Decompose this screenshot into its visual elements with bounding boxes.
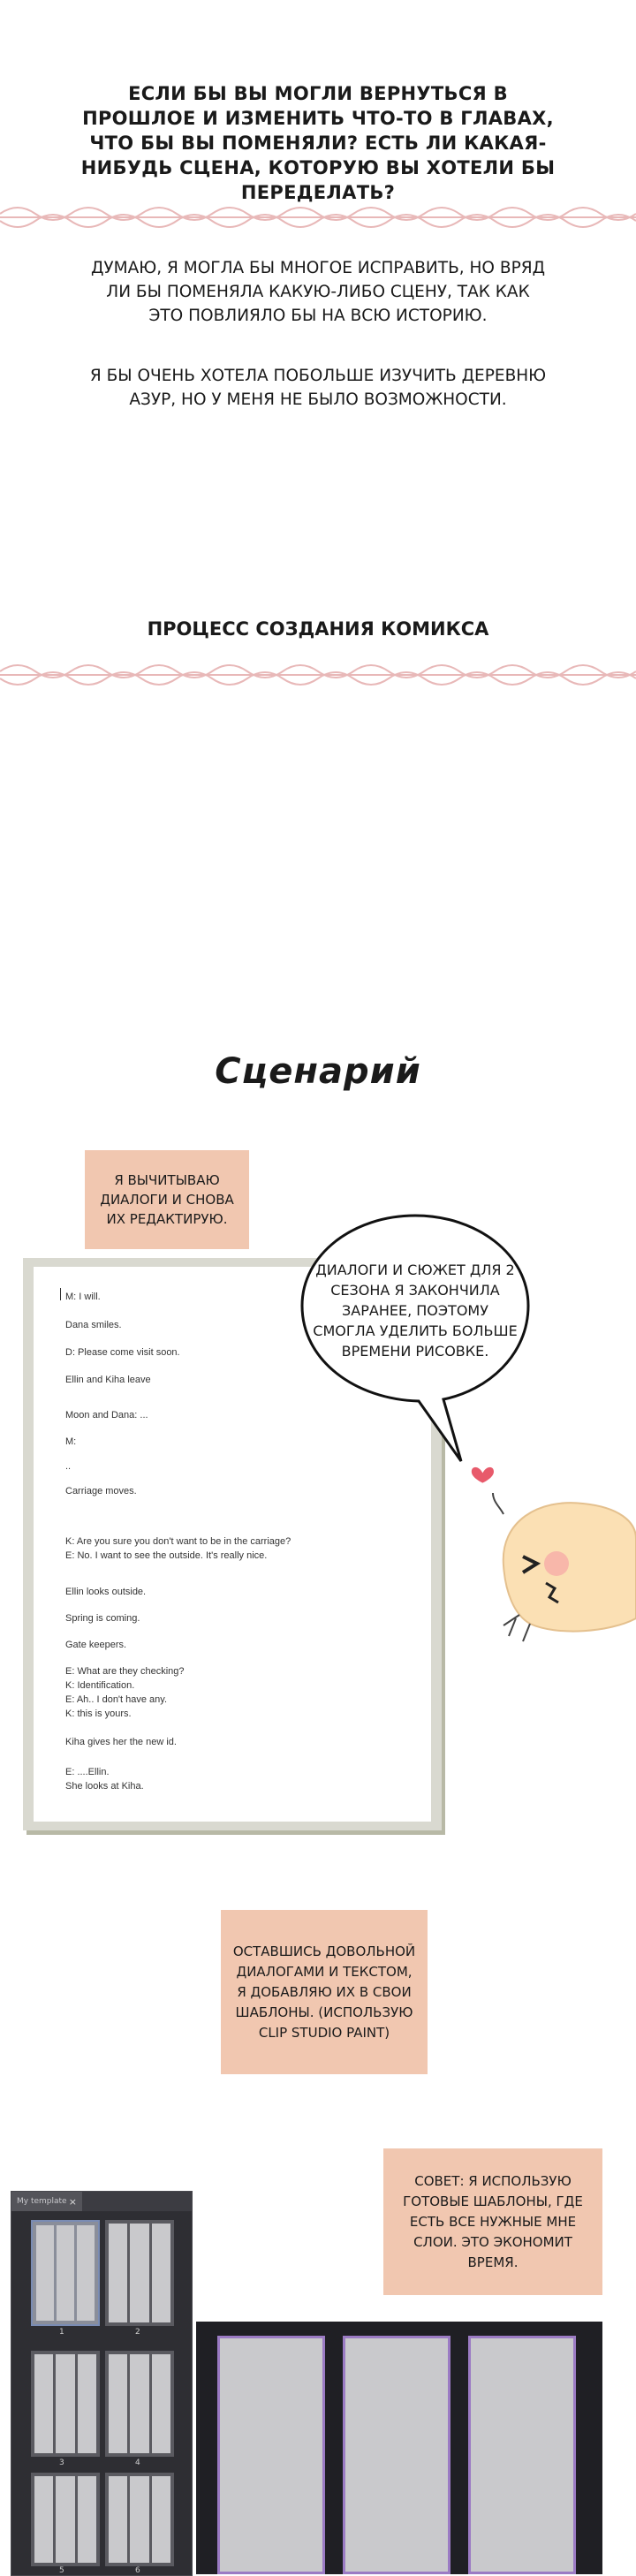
template-panel bbox=[11, 2191, 193, 2576]
tab-label: My template bbox=[17, 2197, 67, 2206]
note-tip: СОВЕТ: Я ИСПОЛЬЗУЮ ГОТОВЫЕ ШАБЛОНЫ, ГДЕ ЕСТЬ ВСЕ НУЖНЫЕ МНЕ СЛОИ. ЭТО ЭКОНОМИТ ВРЕМЯ. bbox=[383, 2148, 602, 2295]
document-line: E: What are they checking? bbox=[65, 1666, 185, 1677]
template-thumb[interactable] bbox=[31, 2351, 100, 2457]
note-templates: ОСТАВШИСЬ ДОВОЛЬНОЙ ДИАЛОГАМИ И ТЕКСТОМ, Я ДОБАВЛЯЮ ИХ В СВОИ ШАБЛОНЫ. (ИСПОЛЬЗУЮ CLIP STUDIO PAINT) bbox=[221, 1910, 428, 2074]
comic-panel-column bbox=[343, 2336, 450, 2574]
document-line: Moon and Dana: ... bbox=[65, 1410, 148, 1421]
document-line: Dana smiles. bbox=[65, 1320, 122, 1330]
note-proofread: Я ВЫЧИТЫВАЮ ДИАЛОГИ И СНОВА ИХ РЕДАКТИРУЮ. bbox=[85, 1150, 249, 1249]
canvas-preview bbox=[196, 2322, 602, 2574]
ornamental-divider bbox=[0, 198, 636, 237]
tab-my-template[interactable] bbox=[11, 2192, 82, 2211]
document-line: Carriage moves. bbox=[65, 1486, 137, 1496]
document-line: E: Ah.. I don't have any. bbox=[65, 1694, 168, 1705]
document-line: She looks at Kiha. bbox=[65, 1781, 144, 1792]
speech-bubble-text: ДИАЛОГИ И СЮЖЕТ ДЛЯ 2 СЕЗОНА Я ЗАКОНЧИЛА ЗАРАНЕЕ, ПОЭТОМУ СМОГЛА УДЕЛИТЬ БОЛЬШЕ ВРЕМЕНИ РИСОВКЕ. bbox=[313, 1261, 518, 1360]
ornamental-divider bbox=[0, 655, 636, 694]
document-line: K: Identification. bbox=[65, 1680, 135, 1691]
thumb-label: 2 bbox=[135, 2328, 140, 2337]
document-line: Gate keepers. bbox=[65, 1640, 127, 1650]
template-thumb[interactable] bbox=[31, 2473, 100, 2566]
document-line: K: this is yours. bbox=[65, 1708, 132, 1719]
mascot-blob-icon bbox=[468, 1459, 636, 1645]
thumb-label: 1 bbox=[59, 2328, 64, 2337]
template-thumb[interactable] bbox=[105, 2473, 174, 2566]
document-line: K: Are you sure you don't want to be in the carriage? bbox=[65, 1536, 292, 1547]
panel-tabbar bbox=[11, 2192, 192, 2211]
document-line: E: No. I want to see the outside. It's really nice. bbox=[65, 1550, 268, 1561]
thumb-label: 3 bbox=[59, 2459, 64, 2467]
document-line: Kiha gives her the new id. bbox=[65, 1737, 177, 1747]
text-cursor bbox=[60, 1288, 61, 1300]
document-line: Ellin and Kiha leave bbox=[65, 1375, 151, 1385]
template-thumb[interactable] bbox=[31, 2220, 100, 2326]
document-line: M: I will. bbox=[65, 1292, 101, 1302]
document-line: E: ....Ellin. bbox=[65, 1767, 110, 1777]
question-text: ЕСЛИ БЫ ВЫ МОГЛИ ВЕРНУТЬСЯ В ПРОШЛОЕ И ИЗМЕНИТЬ ЧТО-ТО В ГЛАВАХ, ЧТО БЫ ВЫ ПОМЕНЯЛИ? ЕСТЬ ЛИ КАКАЯ-НИБУДЬ СЦЕНА, КОТОРУЮ ВЫ ХОТЕЛИ БЫ ПЕРЕДЕЛАТЬ? bbox=[80, 83, 556, 203]
document-line: .. bbox=[65, 1461, 72, 1472]
thumb-label: 6 bbox=[135, 2566, 140, 2575]
thumb-label: 4 bbox=[135, 2459, 140, 2467]
answer-paragraph-2: Я БЫ ОЧЕНЬ ХОТЕЛА ПОБОЛЬШЕ ИЗУЧИТЬ ДЕРЕВНЮ АЗУР, НО У МЕНЯ НЕ БЫЛО ВОЗМОЖНОСТИ. bbox=[89, 367, 547, 409]
answer-paragraph-1: ДУМАЮ, Я МОГЛА БЫ МНОГОЕ ИСПРАВИТЬ, НО ВРЯД ЛИ БЫ ПОМЕНЯЛА КАКУЮ-ЛИБО СЦЕНУ, ТАК КАК ЭТО ПОВЛИЯЛО БЫ НА ВСЮ ИСТОРИЮ. bbox=[90, 259, 546, 325]
script-title: Сценарий bbox=[215, 1051, 421, 1092]
template-thumb[interactable] bbox=[105, 2351, 174, 2457]
section-heading: ПРОЦЕСС СОЗДАНИЯ КОМИКСА bbox=[147, 618, 489, 640]
document-line: Spring is coming. bbox=[65, 1613, 140, 1624]
comic-panel-column bbox=[468, 2336, 576, 2574]
document-line: D: Please come visit soon. bbox=[65, 1347, 180, 1358]
comic-panel-column bbox=[217, 2336, 325, 2574]
template-thumb[interactable] bbox=[105, 2220, 174, 2326]
document-line: Ellin looks outside. bbox=[65, 1587, 147, 1597]
document-line: M: bbox=[65, 1436, 77, 1447]
thumb-label: 5 bbox=[59, 2566, 64, 2575]
close-icon[interactable]: × bbox=[68, 2195, 77, 2208]
